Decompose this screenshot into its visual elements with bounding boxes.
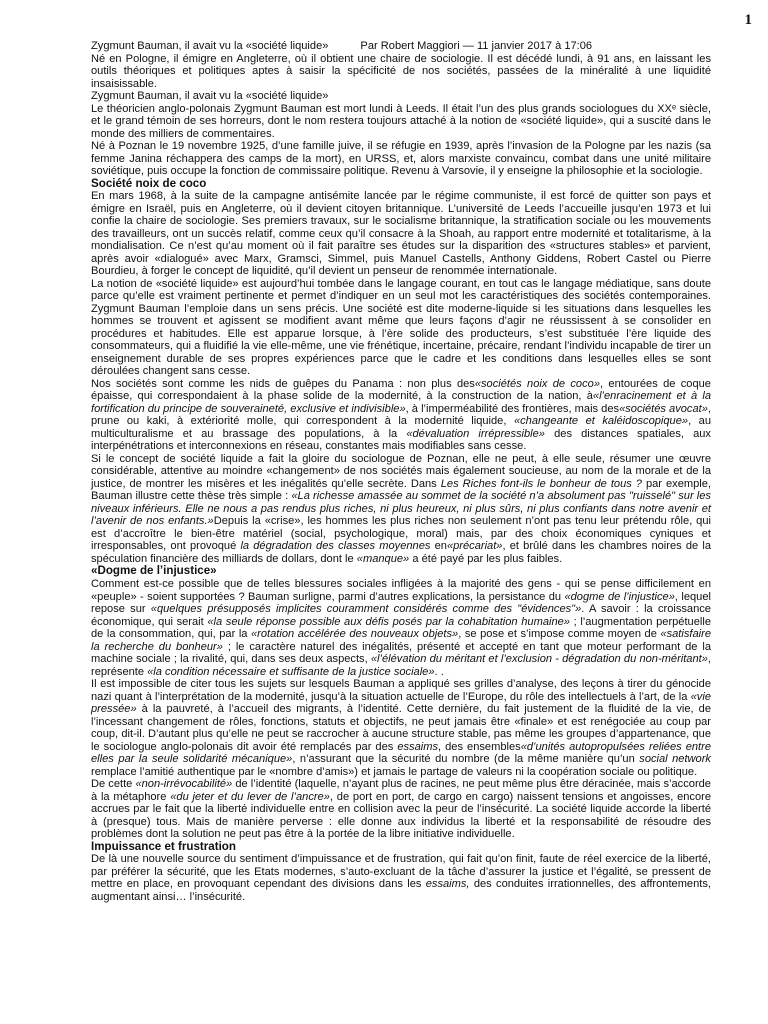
article-title: Zygmunt Bauman, il avait vu la «société liquide» <box>91 40 329 52</box>
section-heading: Impuissance et frustration <box>91 839 236 853</box>
paragraph: De cette «non-irrévocabilité» de l’identité (laquelle, n’ayant plus de racines, ne peut même plus être déracinée, mais s’accorde à la métaphore «du jeter et du lever de l’ancre», de port en port, de cargo en cargo) naissent tensions et angoisses, encore accrues par le fait que la liberté individuelle entre en collision avec la peur de l’insécurité. La société liquide accorde la liberté à (presque) tous. Mais de manière perverse : elle donne aux individus la liberté et la responsabilité de résoudre des problèmes dont la solution ne peut pas être à la portée de la libre initiative individuelle. <box>91 778 711 841</box>
intro-paragraph: Le théoricien anglo-polonais Zygmunt Bauman est mort lundi à Leeds. Il était l’un des plus grands sociologues du XXᵉ siècle, et le grand témoin de ses horreurs, dont le nom restera toujours attaché à la notion de «société liquide», qui a suscité dans le monde des milliers de commentaires. <box>91 102 711 140</box>
paragraph: La notion de «société liquide» est aujourd’hui tombée dans le langage courant, en tout cas le langage médiatique, sans doute parce qu’elle est vraiment pertinente et permet d’indiquer en un seul mot les caractéristiques des sociétés contemporaines. Zygmunt Bauman l’emploie dans un sens précis. Une société est dite moderne-liquide si les situations dans lesquelles les hommes se trouvent et agissent se modifient avant même que leurs façons d’agir ne réussissent à se consolider en procédures et habitudes. Elle est apparue lorsque, à l’ère solide des producteurs, s’est substituée l’ère liquide des consommateurs, qui a fluidifié la vie elle-même, une vie frénétique, incertaine, précaire, rendant l’individu incapable de tirer un enseignement durable de ses propres expériences parce que le cadre et les conditions dans lesquelles elles se sont déroulées changent sans cesse. <box>91 277 711 378</box>
page-number: 1 <box>744 12 752 28</box>
paragraph: Comment est-ce possible que de telles blessures sociales infligées à la majorité des gens - qui se pense difficilement en «peuple» - soient supportées ? Bauman surligne, parmi d’autres explications, la persistance du «dogme de l’injustice», lequel repose sur «quelques présupposés implicites couramment considérés comme des "évidences"». A savoir : la croissance économique, qui serait «la seule réponse possible aux défis posés par la cohabitation humaine» ; l’augmentation perpétuelle de la consommation, qui, par la «rotation accélérée des nouveaux objets», se pose et s’impose comme moyen de «satisfaire la recherche du bonheur» ; le caractère naturel des inégalités, présenté et accepté en tant que moteur performant de la machine sociale ; la rivalité, qui, dans ses deux aspects, «l’élévation du méritant et l’exclusion - dégradation du non-méritant», représente «la condition nécessaire et suffisante de la justice sociale». . <box>91 578 711 678</box>
article <box>91 40 711 903</box>
article-byline: Par Robert Maggiori — 11 janvier 2017 à 17:06 <box>360 40 593 52</box>
article-lead: Né en Pologne, il émigre en Angleterre, où il obtient une chaire de sociologie. Il est décédé lundi, à 91 ans, en laissant les outils théoriques et politiques aptes à saisir la spécificité de nos sociétés, passées de la minéralité à une liquidité insaisissable. <box>91 52 711 90</box>
paragraph: Si le concept de société liquide a fait la gloire du sociologue de Poznan, elle ne peut, à elle seule, résumer une œuvre considérable, attentive au moindre «changement» de nos sociétés mais également soucieuse, au nom de la morale et de la justice, de montrer les misères et les inégalités qu’elle secrète. Dans Les Riches font-ils le bonheur de tous ? par exemple, Bauman illustre cette thèse très simple : «La richesse amassée au sommet de la société n’a absolument pas "ruisselé" sur les niveaux inférieurs. Elle ne nous a pas rendus plus riches, ni plus heureux, ni plus sûrs, ni plus confiants dans notre avenir et l’avenir de nos enfants.»Depuis la «crise», les hommes les plus riches non seulement n’ont pas tenu leur prétendu rôle, qui est d’accroître le bien-être matériel (social, psychologique, moral) mais, par des choix économiques cyniques et irresponsables, ont provoqué la dégradation des classes moyennes en«précariat», et brûlé dans les chambres noires de la spéculation financière des milliards de dollars, dont le «manque» a été payé par les plus faibles. <box>91 452 712 565</box>
article-header <box>91 40 711 53</box>
paragraph: De là une nouvelle source du sentiment d’impuissance et de frustration, qui fait qu’on finit, faute de réel exercice de la liberté, par préférer la sécurité, que les Etats modernes, s’auto-excluant de la tâche d’assurer la justice et l’égalité, se pressent de mettre en place, en provoquant cependant des divisions dans les essaims, des conduites irrationnelles, des affrontements, augmentant ainsi… l’insécurité. <box>91 853 711 903</box>
article-title-repeat: Zygmunt Bauman, il avait vu la «société liquide» <box>91 90 329 102</box>
paragraph: Nos sociétés sont comme les nids de guêpes du Panama : non plus des«sociétés noix de coco», entourées de coque épaisse, qui correspondaient à la phase solide de la modernité, à la construction de la nation, à«l’enracinement et à la fortification du principe de souveraineté, exclusive et indivisible», à l’imperméabilité des frontières, mais des«sociétés avocat», prune ou kaki, à extériorité molle, qui correspondent à la modernité liquide, «changeante et kaléidoscopique», au multiculturalisme et au brassage des populations, à la «dévaluation irrépressible» des distances spatiales, aux interpénétrations et interconnexions en réseau, constantes mais modifiables sans cesse. <box>91 377 711 453</box>
paragraph: Il est impossible de citer tous les sujets sur lesquels Bauman a appliqué ses grilles d’analyse, des leçons à tirer du génocide nazi quant à l’interprétation de la modernité, jusqu’à la situation actuelle de l’Europe, du rôle des intellectuels à l’art, de la «vie pressée» à la pauvreté, à l’accueil des migrants, à l’identité. Cette dernière, du fait justement de la fluidité de la vie, de l’incessant changement de rôles, fonctions, statuts et objectifs, ne peut jamais être «finale» et est renégociée au coup par coup, dit-il. D’autant plus qu’elle ne peut se raccrocher à aucune structure stable, pas même les groupes d’appartenance, que le sociologue anglo-polonais dit avoir été remplacés par des essaims, des ensembles«d’unités autopropulsées reliées entre elles par la seule solidarité mécanique», n’assurant que la sécurité du nombre (de la même manière qu’un social network remplace l’amitié authentique par le «nombre d’amis») et jamais le partage de valeurs ni la coopération sociale ou politique. <box>91 678 711 778</box>
section-heading: Société noix de coco <box>91 176 207 190</box>
intro-paragraph: Né à Poznan le 19 novembre 1925, d’une famille juive, il se réfugie en 1939, après l’invasion de la Pologne par les nazis (sa femme Janina réchappera des camps de la mort), en URSS, et, alors marxiste convaincu, combat dans une unité militaire soviétique, puis occupe la fonction de commissaire politique. Revenu à Varsovie, il y enseigne la philosophie et la sociologie. <box>91 140 711 177</box>
paragraph: En mars 1968, à la suite de la campagne antisémite lancée par le régime communiste, il est forcé de quitter son pays et émigre en Israël, puis en Angleterre, où il devient citoyen britannique. L’université de Leeds l’accueille jusqu’en 1973 et lui confie la chaire de sociologie. Ses premiers travaux, sur le socialisme britannique, la stratification sociale ou les mouvements des travailleurs, ont un succès relatif, comme ceux qu’il consacre à la Shoah, au rapport entre modernité et totalitarisme, à la mondialisation. Ce n’est qu’au moment où il fait paraître ses études sur la disparition des «structures stables» et parvient, après avoir «dialogué» avec Marx, Gramsci, Simmel, puis Manuel Castells, Anthony Giddens, Robert Castel ou Pierre Bourdieu, à forger le concept de liquidité, qu’il devient un penseur de renommée internationale. <box>91 190 711 278</box>
section-heading: «Dogme de l’injustice» <box>91 564 217 578</box>
